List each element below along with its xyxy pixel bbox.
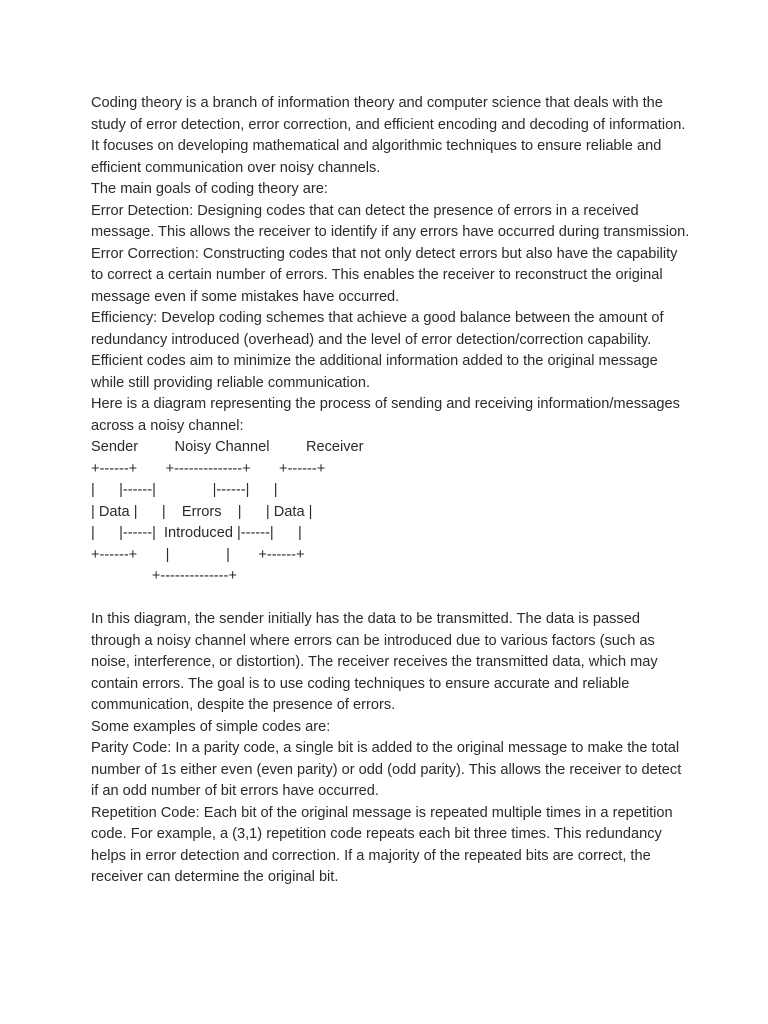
paragraph-diagram-intro: Here is a diagram representing the process of sending and receiving information/messages across a noisy channel: <box>91 396 680 434</box>
spacer <box>91 588 691 610</box>
paragraph-examples-heading: Some examples of simple codes are: <box>91 718 331 735</box>
diagram-line: | |------| Introduced |------| | <box>91 525 302 541</box>
paragraph-diagram-explanation: In this diagram, the sender initially has the data to be transmitted. The data is passed through a noisy channel where errors can be introduced due to various factors (such as noise, interference, or distortion). The receiver receives the transmitted data, which may contain errors. The goal is to use coding techniques to ensure accurate and reliable communication, despite the presence of errors. <box>91 611 658 713</box>
paragraph-goals-heading: The main goals of coding theory are: <box>91 181 328 197</box>
document-body <box>91 93 691 889</box>
ascii-diagram <box>91 437 691 588</box>
paragraph-parity-code: Parity Code: In a parity code, a single bit is added to the original message to make the total number of 1s either even (even parity) or odd (odd parity). This allows the receiver to detect if an odd number of bit errors have occurred. <box>91 740 682 799</box>
paragraph-error-detection: Error Detection: Designing codes that can detect the presence of errors in a received message. This allows the receiver to identify if any errors have occurred during transmission. <box>91 202 690 240</box>
diagram-line: +------+ | | +------+ <box>91 546 305 563</box>
diagram-line: | |------| |------| | <box>91 482 278 498</box>
diagram-line: | Data | | Errors | | Data | <box>91 503 313 520</box>
paragraph-repetition-code: Repetition Code: Each bit of the original message is repeated multiple times in a repetition code. For example, a (3,1) repetition code repeats each bit three times. This redundancy helps in error detection and correction. If a majority of the repeated bits are correct, the receiver can determine the original bit. <box>91 804 673 885</box>
paragraph-efficiency: Efficiency: Develop coding schemes that achieve a good balance between the amount of redundancy introduced (overhead) and the level of error detection/correction capability. Efficient codes aim to minimize the additional information added to the original message while still providing reliable communication. <box>91 310 664 391</box>
paragraph-error-correction: Error Correction: Constructing codes that not only detect errors but also have the capability to correct a certain number of errors. This enables the receiver to reconstruct the original message even if some mistakes have occurred. <box>91 245 678 305</box>
paragraph-intro: Coding theory is a branch of information theory and computer science that deals with the study of error detection, error correction, and efficient encoding and decoding of information. It focuses on developing mathematical and algorithmic techniques to ensure reliable and efficient communication over noisy channels. <box>91 95 686 176</box>
diagram-line: Sender Noisy Channel Receiver <box>91 439 364 455</box>
diagram-line: +------+ +--------------+ +------+ <box>91 460 326 477</box>
diagram-line: +--------------+ <box>91 568 237 584</box>
